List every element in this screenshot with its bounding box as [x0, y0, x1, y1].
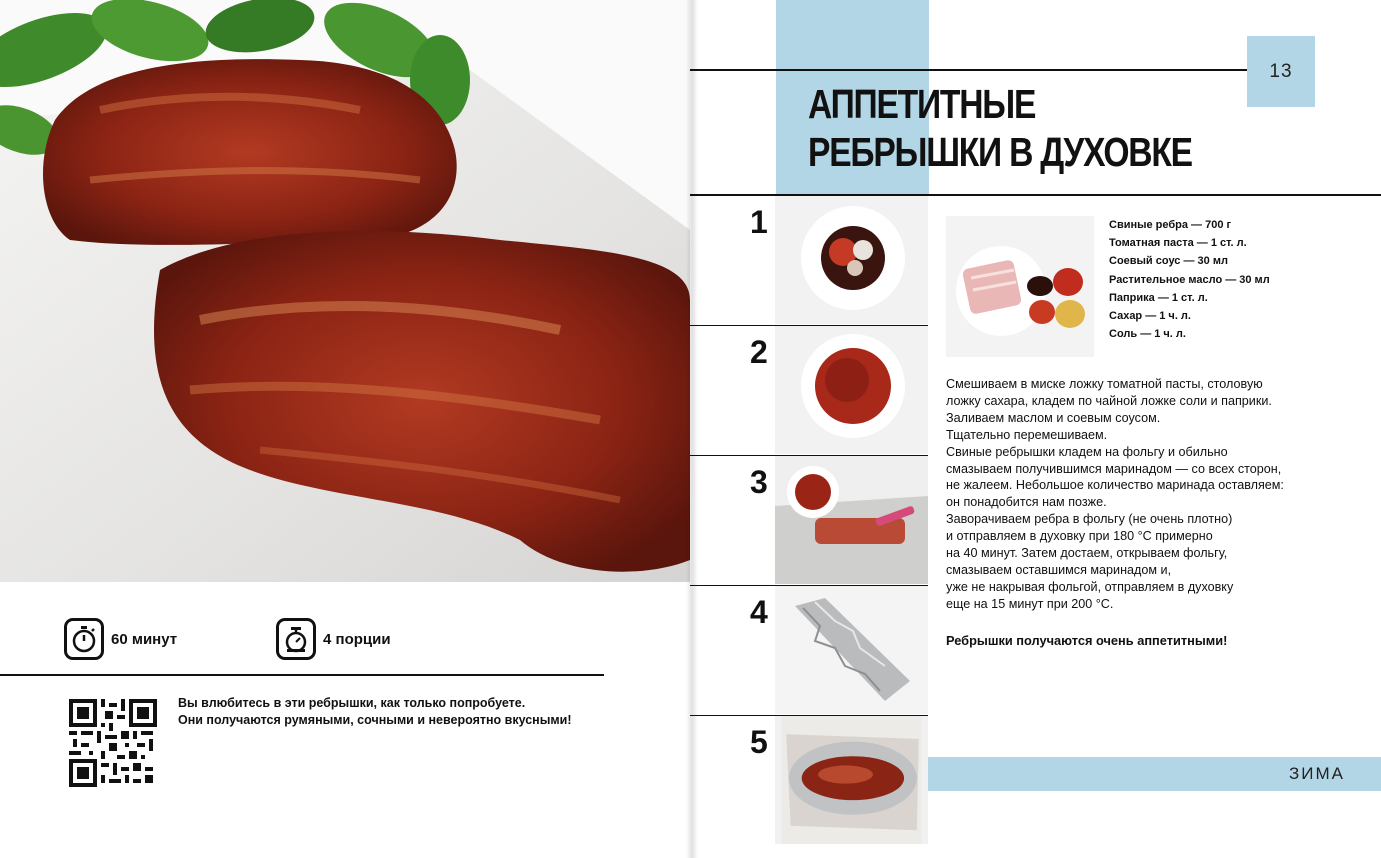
step-1 — [690, 196, 928, 326]
method-line: не жалеем. Небольшое количество маринада оставляем: — [946, 478, 1284, 493]
stopwatch-icon — [64, 618, 104, 660]
title-line: АППЕТИТНЫЕ — [808, 81, 1036, 127]
method-text — [946, 376, 1326, 613]
title-line: РЕБРЫШКИ В ДУХОВКЕ — [808, 129, 1192, 175]
ingredients-photo — [946, 216, 1094, 357]
step-5 — [690, 716, 928, 856]
method-line: Заворачиваем ребра в фольгу (не очень плотно) — [946, 512, 1233, 527]
method-line: Заливаем маслом и соевым соусом. — [946, 410, 1161, 425]
method-line: ложку сахара, кладем по чайной ложке соли и паприки. — [946, 393, 1272, 408]
title-rule — [690, 69, 1260, 71]
hero-photo — [0, 0, 690, 582]
steps-column — [690, 196, 928, 856]
season-label: ЗИМА — [1289, 764, 1345, 783]
step-3 — [690, 456, 928, 586]
portions-text: 4 порции — [323, 630, 391, 648]
step-2 — [690, 326, 928, 456]
step-photo-bowl-ingredients — [775, 196, 928, 324]
recipe-title — [808, 80, 1193, 176]
recipe-intro — [178, 695, 608, 729]
portions — [276, 617, 391, 661]
right-page — [690, 0, 1381, 858]
method-line: и отправляем в духовку при 180 °С примерно — [946, 529, 1213, 544]
intro-line: Вы влюбитесь в эти ребрышки, как только попробуете. — [178, 696, 526, 710]
intro-line: Они получаются румяными, сочными и невероятно вкусными! — [178, 713, 572, 727]
divider — [0, 674, 604, 676]
step-number: 2 — [750, 334, 767, 370]
method-line: Свиные ребрышки кладем на фольгу и обильно — [946, 444, 1228, 459]
ingredient-item: Паприка — 1 ст. л. — [1109, 291, 1208, 304]
method-line: Тщательно перемешиваем. — [946, 427, 1108, 442]
ingredient-item: Соль — 1 ч. л. — [1109, 328, 1186, 341]
method-line: уже не накрывая фольгой, отправляем в духовку — [946, 579, 1234, 594]
ingredient-item: Томатная паста — 1 ст. л. — [1109, 237, 1247, 250]
season-bar — [928, 757, 1381, 791]
cooking-time-text: 60 минут — [111, 630, 178, 648]
step-number: 4 — [750, 594, 767, 630]
method-line: еще на 15 минут при 200 °С. — [946, 596, 1114, 611]
ribs-photo-illustration — [0, 0, 690, 582]
page-number-box — [1247, 36, 1315, 107]
step-number: 3 — [750, 464, 767, 500]
step-4 — [690, 586, 928, 716]
step-number: 1 — [750, 204, 767, 240]
method-line: Смешиваем в миске ложку томатной пасты, столовую — [946, 377, 1263, 391]
ingredient-item: Растительное масло — 30 мл — [1109, 273, 1270, 286]
conclusion-text: Ребрышки получаются очень аппетитными! — [946, 633, 1228, 648]
method-line: смазываем оставшимся маринадом и, — [946, 562, 1172, 577]
step-photo-brushing-ribs — [775, 456, 928, 584]
step-number: 5 — [750, 724, 767, 760]
ingredient-item: Свиные ребра — 700 г — [1109, 219, 1232, 231]
step-photo-mixed-marinade — [775, 326, 928, 454]
scale-icon — [276, 618, 316, 660]
cooking-time — [64, 617, 177, 661]
method-line: смазываем получившимся маринадом — со всех сторон, — [946, 461, 1282, 476]
book-spine — [686, 0, 698, 858]
ingredients-list — [1109, 216, 1270, 343]
ingredient-item: Сахар — 1 ч. л. — [1109, 310, 1191, 323]
left-page — [0, 0, 690, 858]
step-photo-baked-ribs — [775, 716, 928, 844]
page-number: 13 — [1269, 60, 1293, 82]
qr-code[interactable] — [69, 699, 157, 787]
step-photo-foil-wrap — [775, 586, 928, 714]
method-line: он понадобится нам позже. — [946, 495, 1107, 510]
ingredient-item: Соевый соус — 30 мл — [1109, 255, 1228, 268]
method-line: на 40 минут. Затем достаем, открываем фольгу, — [946, 546, 1228, 561]
